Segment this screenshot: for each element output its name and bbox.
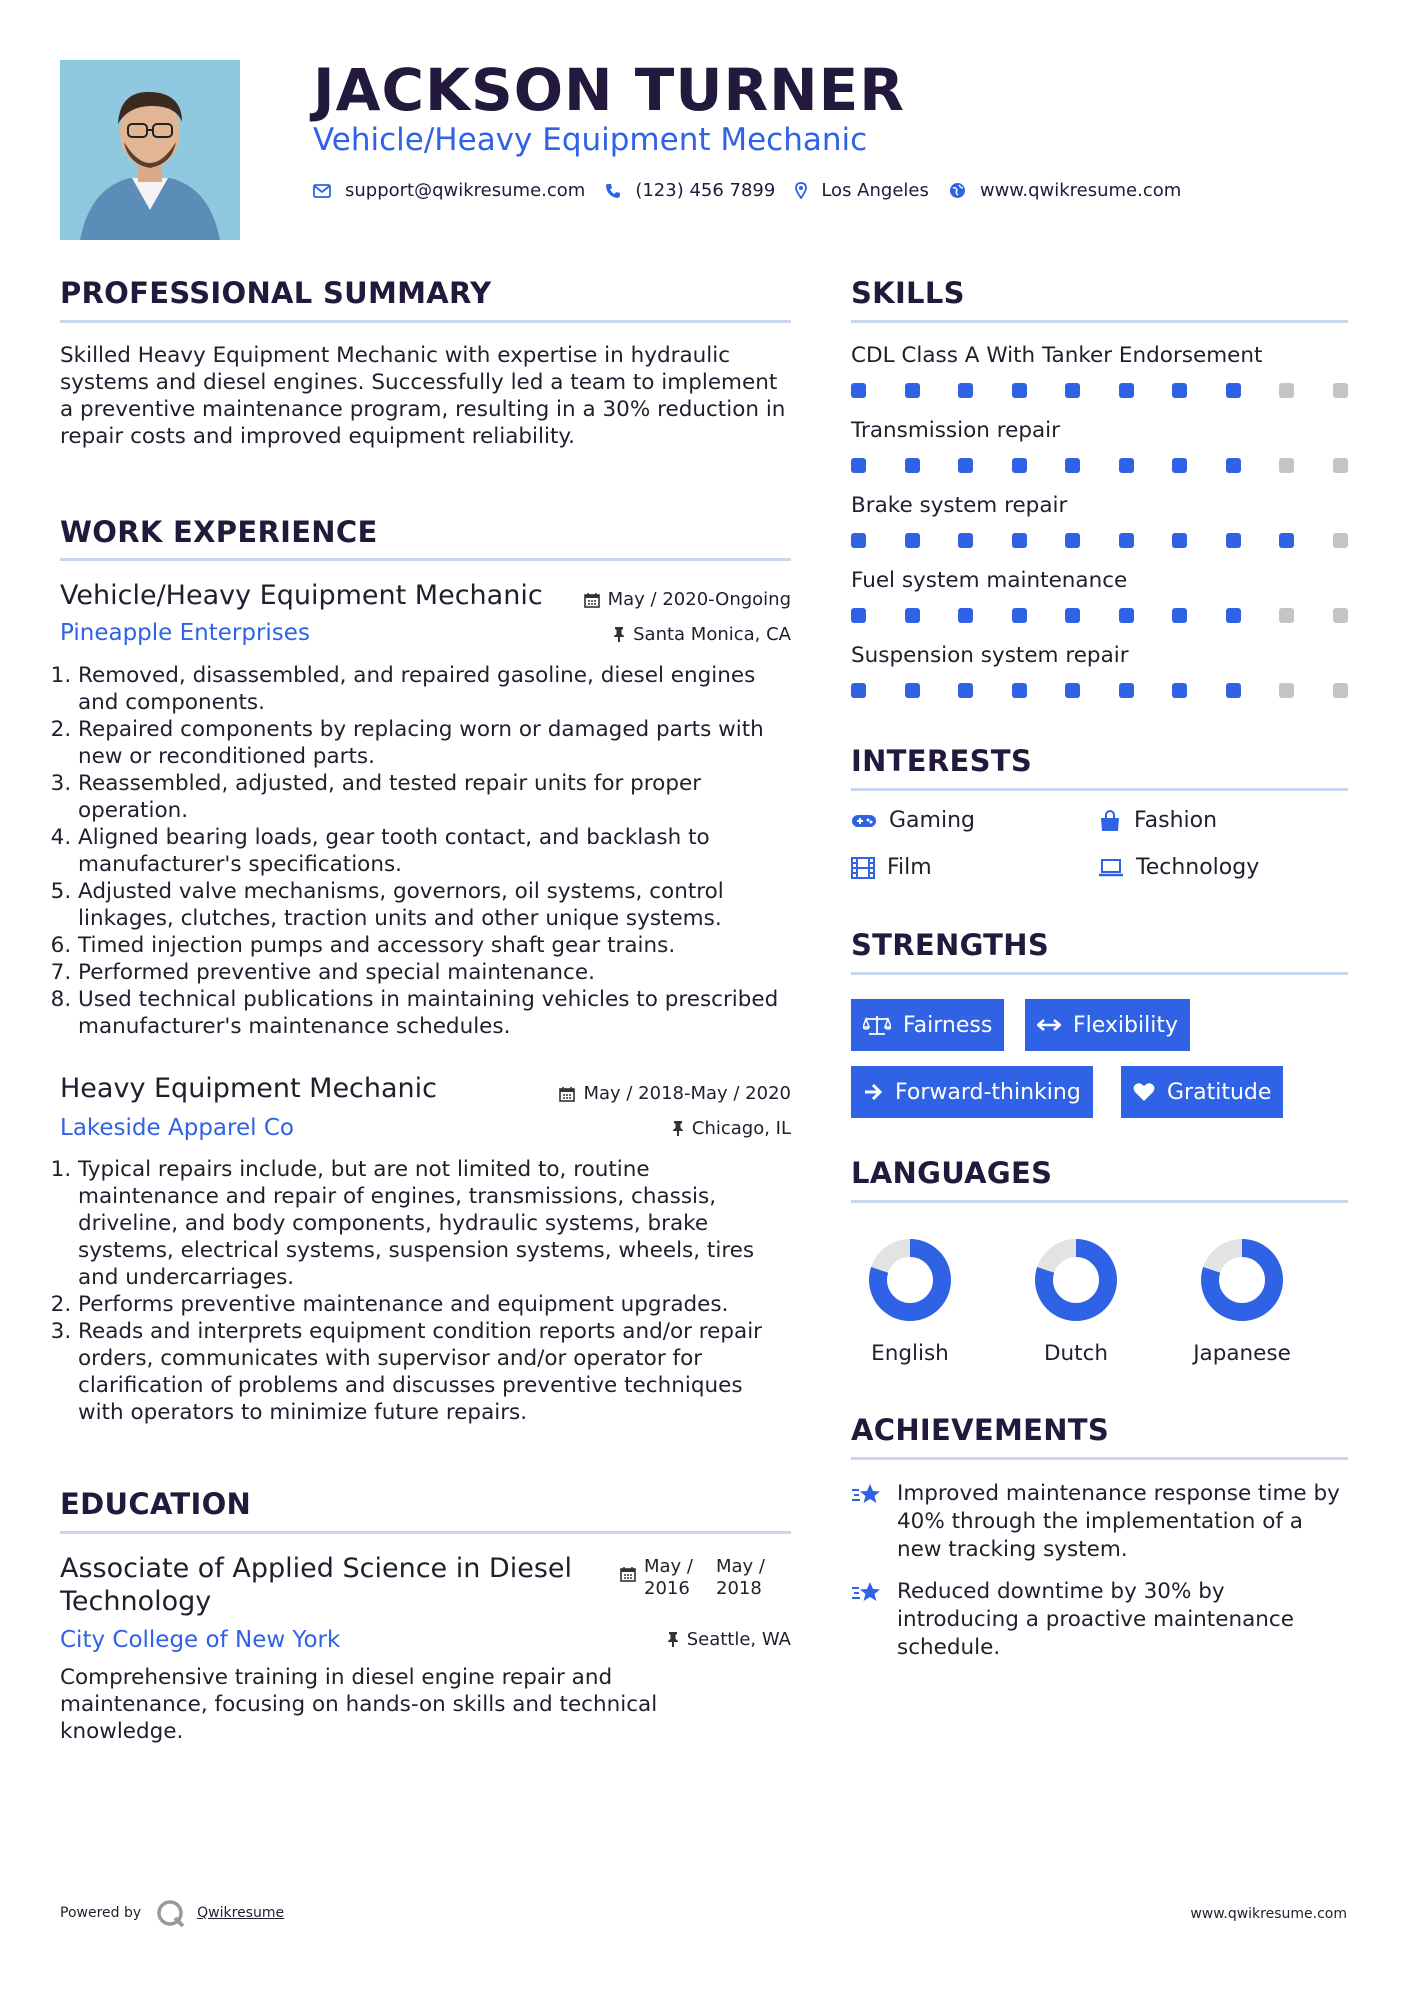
language-donut-english [850,1230,970,1330]
skill-dot-empty [1279,608,1294,623]
skill-dot-filled [1012,383,1027,398]
summary-heading: PROFESSIONAL SUMMARY [60,276,492,310]
candidate-title: Vehicle/Heavy Equipment Mechanic [313,122,868,158]
skill-dot-filled [1172,383,1187,398]
education-description: Comprehensive training in diesel engine repair and maintenance, focusing on hands-on skills and technical knowledge. [60,1665,658,1744]
job-dates-text: May / 2020-Ongoing [607,589,791,610]
strengths-heading: STRENGTHS [851,928,1050,962]
skill-dot-filled [1279,533,1294,548]
summary-text: Skilled Heavy Equipment Mechanic with expertise in hydraulic systems and diesel engines. Successfully led a team to implement a preventive maintenance program, resulting in a 30% reduction in repair costs and improved equipment reliability. [60,343,786,449]
pushpin-icon [613,626,625,643]
achievement-text: Improved maintenance response time by 40% through the implementation of a new tracking system. [897,1481,1340,1562]
envelope-icon [313,184,331,198]
job-location [672,1118,791,1139]
list-item: 2. Repaired components by replacing worn or damaged parts with new or reconditioned parts. [78,716,790,770]
film-icon [851,857,875,879]
skill-dot-empty [1333,383,1348,398]
footer-website[interactable]: www.qwikresume.com [1190,1906,1347,1922]
list-item: 8. Used technical publications in maintaining vehicles to prescribed manufacturer's maintenance schedules. [78,986,790,1040]
interest-item [1098,855,1259,880]
skill-rating [851,533,1351,551]
avatar [60,60,240,240]
duties-list [60,662,790,1040]
contact-website[interactable] [949,180,1181,201]
skill-dot-filled [905,458,920,473]
skill-dot-filled [958,383,973,398]
education-location [667,1629,791,1650]
school-name[interactable]: City College of New York [60,1627,341,1653]
education-location-text: Seattle, WA [686,1629,791,1650]
website-text: www.qwikresume.com [979,180,1182,201]
language-label: Japanese [1193,1341,1291,1366]
interest-label: Technology [1136,855,1260,880]
skill-dot-filled [1012,533,1027,548]
interest-item [1098,808,1217,833]
skill-dot-filled [1119,458,1134,473]
skill-dot-filled [1065,683,1080,698]
footer-powered-by [60,1898,284,1928]
skill-dot-filled [1012,683,1027,698]
job-dates-text: May / 2018-May / 2020 [583,1083,791,1104]
skill-dot-filled [1119,383,1134,398]
phone-icon [605,183,621,199]
interest-label: Fashion [1134,808,1218,833]
section-divider [851,320,1348,323]
calendar-icon [584,592,600,608]
strength-tag [851,1066,1093,1118]
section-divider [60,1531,791,1534]
language-donut-japanese [1182,1230,1302,1330]
list-item: 3. Reassembled, adjusted, and tested repair units for proper operation. [78,770,790,824]
skill-dot-filled [851,383,866,398]
job-location-text: Santa Monica, CA [633,624,791,645]
strength-tag [851,999,1004,1051]
interest-label: Film [887,855,932,880]
section-divider [851,1457,1348,1460]
email-text: support@qwikresume.com [345,180,586,201]
skill-dot-filled [1065,383,1080,398]
skill-dot-filled [1065,533,1080,548]
skill-dot-filled [958,683,973,698]
company-name[interactable]: Pineapple Enterprises [60,620,310,646]
arrow-right-icon [863,1083,883,1101]
duties-list [60,1156,790,1426]
skill-dot-filled [1172,533,1187,548]
skill-dot-empty [1279,458,1294,473]
skill-dot-filled [1172,683,1187,698]
language-label: English [871,1341,949,1366]
skill-name: CDL Class A With Tanker Endorsement [851,343,1263,368]
calendar-icon [559,1086,575,1102]
achievement-item [851,1578,1351,1662]
section-divider [60,558,791,561]
star-icon [851,1580,883,1606]
skill-name: Suspension system repair [851,643,1129,668]
list-item: 5. Adjusted valve mechanisms, governors, oil systems, control linkages, clutches, traction units and other unique systems. [78,878,790,932]
strength-label: Gratitude [1167,1079,1272,1105]
skill-dot-filled [1119,683,1134,698]
qwikresume-logo-icon [155,1898,187,1928]
experience-heading: WORK EXPERIENCE [60,515,378,549]
interest-label: Gaming [889,808,975,833]
skill-dot-filled [958,458,973,473]
contact-bar [313,180,1201,201]
map-marker-icon [795,182,807,199]
brand-link[interactable]: Qwikresume [197,1905,285,1921]
phone-text: (123) 456 7899 [635,180,776,201]
skill-dot-filled [1119,533,1134,548]
skill-dot-filled [1226,533,1241,548]
skill-dot-filled [1065,458,1080,473]
achievement-item [851,1480,1351,1564]
calendar-icon [620,1566,636,1582]
achievements-heading: ACHIEVEMENTS [851,1413,1110,1447]
job-dates [584,589,791,610]
skill-rating [851,383,1351,401]
gamepad-icon [851,813,877,829]
strength-tag [1025,999,1190,1051]
skill-dot-empty [1279,683,1294,698]
strength-tag [1121,1066,1283,1118]
list-item: 4. Aligned bearing loads, gear tooth contact, and backlash to manufacturer's specifications. [78,824,790,878]
section-divider [60,320,791,323]
list-item: 1. Removed, disassembled, and repaired gasoline, diesel engines and components. [78,662,790,716]
profile-photo [60,60,240,240]
degree-title: Associate of Applied Science in Diesel Technology [60,1553,573,1617]
language-label: Dutch [1043,1341,1109,1366]
skill-dot-filled [1172,458,1187,473]
laptop-icon [1098,858,1124,878]
heart-icon [1133,1082,1155,1102]
skill-dot-filled [1226,383,1241,398]
job-title: Heavy Equipment Mechanic [60,1073,438,1104]
section-divider [851,1200,1348,1203]
arrows-horizontal-icon [1037,1018,1061,1032]
skill-dot-empty [1333,683,1348,698]
strength-label: Flexibility [1073,1012,1178,1038]
skill-dot-filled [1226,458,1241,473]
skill-rating [851,683,1351,701]
contact-location [795,180,929,201]
skill-dot-filled [905,608,920,623]
skill-dot-filled [851,608,866,623]
skill-dot-filled [958,608,973,623]
skill-dot-filled [1119,608,1134,623]
skill-dot-empty [1333,458,1348,473]
globe-icon [949,182,966,199]
skill-dot-filled [1012,458,1027,473]
list-item: 2. Performs preventive maintenance and equipment upgrades. [78,1291,790,1318]
interests-heading: INTERESTS [851,744,1033,778]
strength-label: Fairness [903,1012,993,1038]
language-donut-dutch [1016,1230,1136,1330]
skill-dot-filled [1226,608,1241,623]
skill-dot-filled [905,683,920,698]
list-item: 1. Typical repairs include, but are not limited to, routine maintenance and repair of engines, transmissions, chassis, driveline, and body components, hydraulic systems, brake systems, electrical systems, suspension systems, wheels, tires and undercarriages. [78,1156,790,1291]
education-heading: EDUCATION [60,1487,252,1521]
skill-dot-empty [1333,533,1348,548]
skill-dot-filled [905,383,920,398]
shopping-bag-icon [1098,809,1122,833]
powered-by-text: Powered by [60,1905,142,1921]
interest-item [851,808,975,833]
list-item: 3. Reads and interprets equipment condition reports and/or repair orders, communicates with supervisor and/or operator for clarification of problems and discusses preventive techniques with operators to minimize future repairs. [78,1318,790,1426]
languages-heading: LANGUAGES [851,1156,1053,1190]
skill-dot-filled [1012,608,1027,623]
skill-dot-filled [905,533,920,548]
job-dates [559,1083,791,1104]
contact-phone[interactable] [605,180,775,201]
candidate-name: JACKSON TURNER [313,56,905,124]
list-item: 6. Timed injection pumps and accessory shaft gear trains. [78,932,790,959]
skill-dot-filled [958,533,973,548]
company-name[interactable]: Lakeside Apparel Co [60,1115,294,1141]
education-end: May / 2018 [716,1556,765,1599]
list-item: 7. Performed preventive and special maintenance. [78,959,790,986]
pushpin-icon [672,1120,684,1137]
skill-rating [851,608,1351,626]
skill-dot-filled [851,533,866,548]
skill-dot-filled [851,683,866,698]
star-icon [851,1482,883,1508]
achievement-text: Reduced downtime by 30% by introducing a proactive maintenance schedule. [897,1579,1294,1660]
section-divider [851,788,1348,791]
education-dates [620,1556,774,1600]
contact-email[interactable] [313,180,585,201]
education-start: May / 2016 [644,1556,693,1599]
job-location-text: Chicago, IL [691,1118,791,1139]
skill-dot-empty [1333,608,1348,623]
skill-dot-empty [1279,383,1294,398]
pushpin-icon [667,1631,679,1648]
skill-dot-filled [1065,608,1080,623]
interest-item [851,855,932,880]
location-text: Los Angeles [821,180,929,201]
skills-heading: SKILLS [851,276,965,310]
section-divider [851,972,1348,975]
skill-name: Transmission repair [851,418,1060,443]
skill-name: Fuel system maintenance [851,568,1128,593]
strength-label: Forward-thinking [895,1079,1081,1105]
job-location [613,624,791,645]
skill-dot-filled [851,458,866,473]
skill-name: Brake system repair [851,493,1068,518]
balance-scale-icon [863,1014,891,1036]
skill-dot-filled [1226,683,1241,698]
skill-dot-filled [1172,608,1187,623]
job-title: Vehicle/Heavy Equipment Mechanic [60,580,543,611]
skill-rating [851,458,1351,476]
